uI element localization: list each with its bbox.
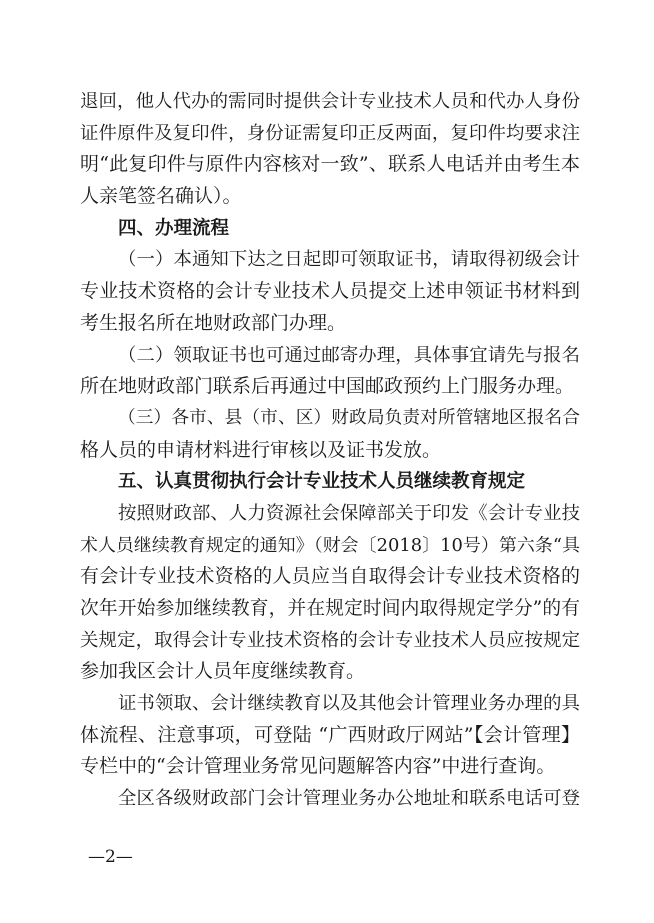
text-line: 次年开始参加继续教育，并在规定时间内取得规定学分”的有 [80,598,580,619]
text-line: 体流程、注意事项，可登陆 “广西财政厅网站”【会计管理】 [80,723,580,746]
text-line: 考生报名所在地财政部门办理。 [80,311,347,334]
document-body [80,86,580,815]
text-line: 证件原件及复印件，身份证需复印正反两面，复印件均要求注 [80,122,580,144]
text-line: 格人员的申请材料进行审核以及证书发放。 [80,438,442,461]
page-number: —2— [88,847,133,867]
text-line: （三）各市、县（市、区）财政局负责对所管辖地区报名合 [118,407,580,428]
text-line: 专栏中的“会计管理业务常见问题解答内容”中进行查询。 [80,755,556,778]
text-line: 专业技术资格的会计专业技术人员提交上述申领证书材料到 [80,280,580,303]
section-heading: 五、认真贯彻执行会计专业技术人员继续教育规定 [118,471,526,493]
text-line: （一）本通知下达之日起即可领取证书，请取得初级会计 [118,249,580,271]
text-line: 有会计专业技术资格的人员应当自取得会计专业技术资格的 [80,565,580,588]
text-line: 参加我区会计人员年度继续教育。 [80,660,366,683]
text-line: 术人员继续教育规定的通知》（财会〔2018〕10号）第六条“具 [80,534,580,556]
text-line: 关规定，取得会计专业技术资格的会计专业技术人员应按规定 [80,629,580,651]
text-line: 所在地财政部门联系后再通过中国邮政预约上门服务办理。 [80,375,575,398]
text-line: 证书领取、会计继续教育以及其他会计管理业务办理的具 [118,693,580,715]
text-line: 人亲笔签名确认）。 [80,185,242,208]
section-heading: 四、办理流程 [118,217,230,239]
text-line: 退回，他人代办的需同时提供会计专业技术人员和代办人身份 [80,91,580,112]
text-line: 全区各级财政部门会计管理业务办公地址和联系电话可登 [118,788,580,810]
text-line: （二）领取证书也可通过邮寄办理，具体事宜请先与报名 [118,344,580,366]
text-line: 按照财政部、人力资源社会保障部关于印发《会计专业技 [118,502,580,524]
text-line: 明“此复印件与原件内容核对一致”、联系人电话并由考生本 [80,153,580,176]
